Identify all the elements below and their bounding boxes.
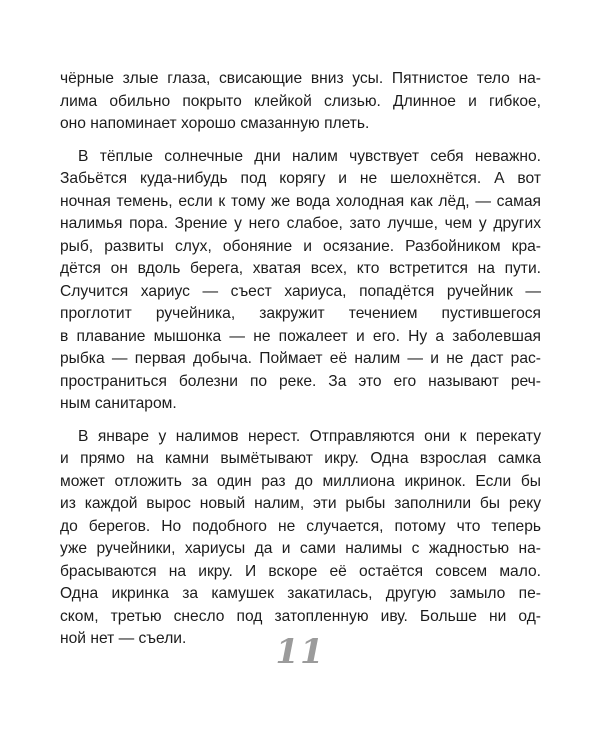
text-line: брасываются на икру. И вскоре её остаётся совсем мало. <box>60 562 541 580</box>
text-line: ночная темень, если к тому же вода холодная как лёд, — самая <box>60 192 541 210</box>
text-line: рыб, развиты слух, обоняние и осязание. Разбойником кра- <box>60 237 541 255</box>
text-line: проглотит ручейника, закружит течением пустившегося <box>60 305 541 322</box>
text-line: до берегов. Но подобного не случается, потому что теперь <box>60 517 541 535</box>
paragraph <box>60 426 541 651</box>
text-line: Одна икринка за камушек закатилась, другую замыло пе- <box>60 585 541 602</box>
text-line: чёрные злые глаза, свисающие вниз усы. Пятнистое тело на- <box>60 70 541 87</box>
text-line: из каждой вырос новый налим, эти рыбы заполнили бы реку <box>60 495 541 512</box>
text-line: оно напоминает хорошо смазанную плеть. <box>60 115 370 132</box>
text-line: пространиться болезни по реке. За это его называют реч- <box>60 372 541 390</box>
text-line: в плавание мышонка — не пожалеет и его. Ну а заболевшая <box>60 327 541 345</box>
text-line: В январе у налимов нерест. Отправляются они к перекату <box>78 427 541 445</box>
text-line: налимья пора. Зрение у него слабое, зато лучше, чем у других <box>60 215 541 232</box>
text-line: может отложить за один раз до миллиона икринок. Если бы <box>60 472 541 490</box>
paragraph <box>60 146 541 416</box>
text-line: уже ручейники, хариусы да и сами налимы с жадностью на- <box>60 540 541 557</box>
text-line: и прямо на камни вымётывают икру. Одна взрослая самка <box>60 450 541 467</box>
text-line: ной нет — съели. <box>60 630 187 647</box>
text-line: рыбка — первая добыча. Поймает её налим — и не даст рас- <box>60 350 541 367</box>
text-line: лима обильно покрыто клейкой слизью. Длинное и гибкое, <box>60 92 541 110</box>
text-line: Случится хариус — съест хариуса, попадётся ручейник — <box>60 282 541 300</box>
body-text <box>60 68 541 651</box>
page-number: 11 <box>275 632 325 672</box>
text-line: дётся он вдоль берега, хватая всех, кто встретится на пути. <box>60 260 541 277</box>
text-line: ным санитаром. <box>60 395 177 412</box>
text-line: Забьётся куда-нибудь под корягу и не шелохнётся. А вот <box>60 170 541 187</box>
text-line: ском, третью снесло под затопленную иву. Больше ни од- <box>60 607 541 625</box>
paragraph <box>60 68 541 136</box>
text-line: В тёплые солнечные дни налим чувствует себя неважно. <box>78 147 541 165</box>
